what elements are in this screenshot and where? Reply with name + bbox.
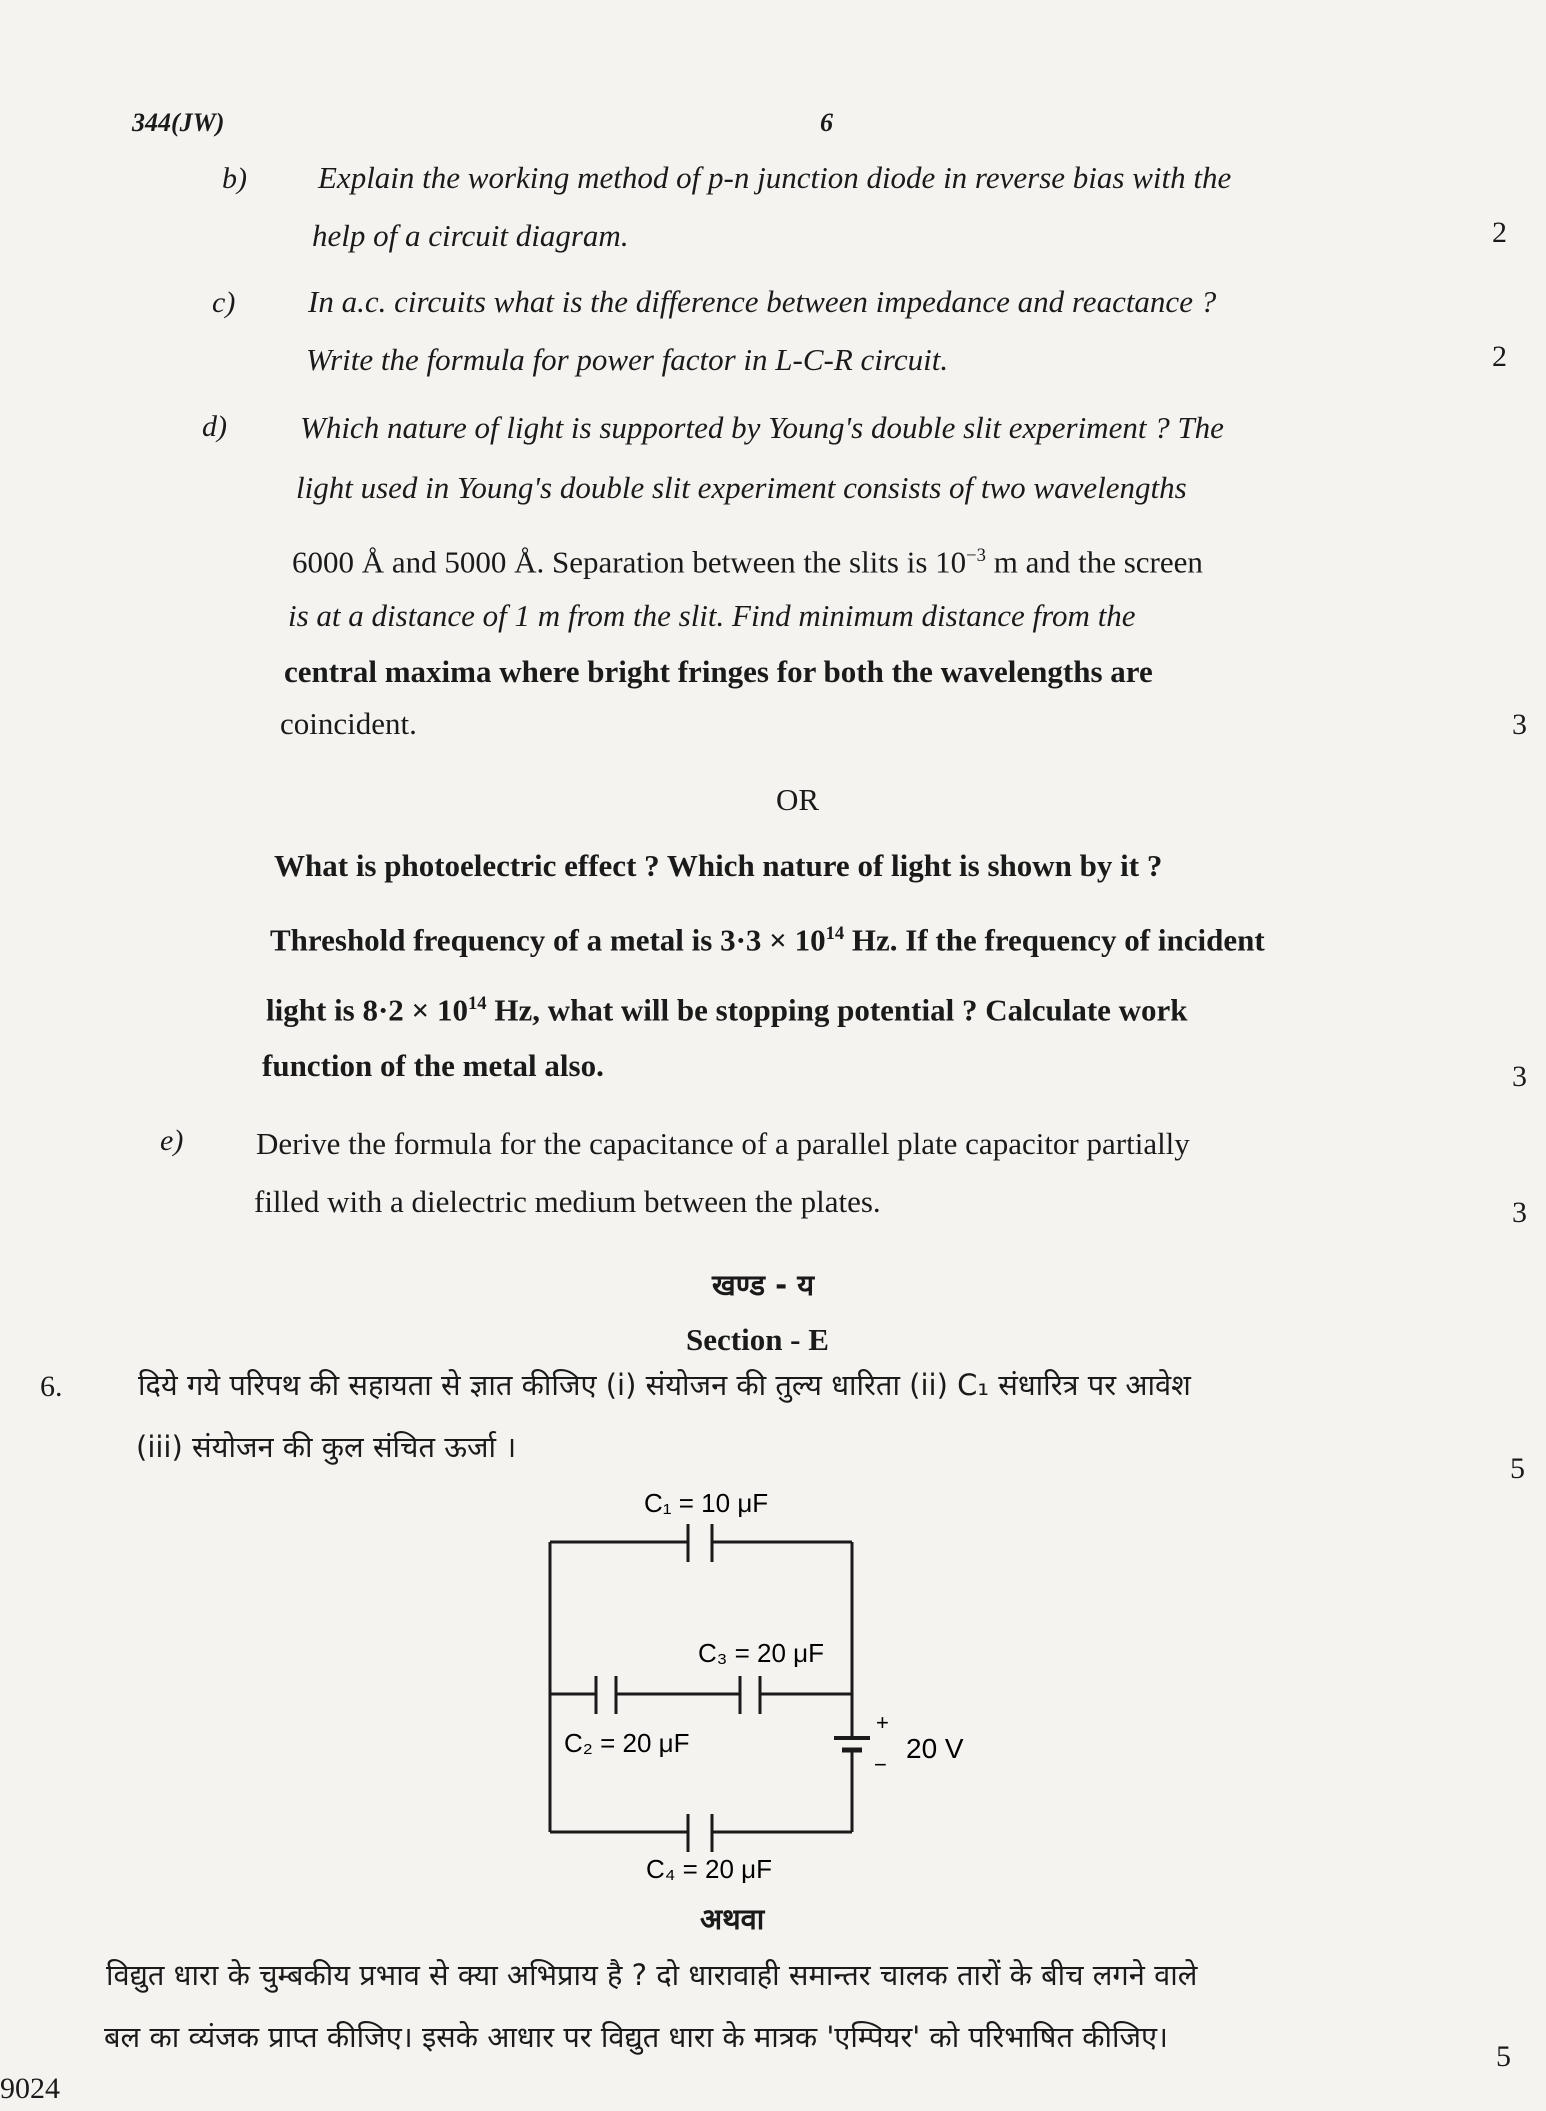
c4-label: C₄ = 20 μF	[646, 1854, 773, 1884]
question-6-marks: 5	[1510, 1452, 1525, 1485]
paper-code: 344(JW)	[132, 108, 225, 137]
q6-or-line2: बल का व्यंजक प्राप्त कीजिए। इसके आधार पर विद्युत धारा के मात्रक 'एम्पियर' को परिभाषित कीजिए।	[104, 2020, 1169, 2054]
footer-code: 9024	[0, 2072, 60, 2105]
question-e-line1: Derive the formula for the capacitance of a parallel plate capacitor partially	[256, 1126, 1190, 1161]
section-title-hindi: खण्ड - य	[712, 1268, 815, 1302]
c1-label: C₁ = 10 μF	[644, 1488, 769, 1518]
question-b-label: b)	[222, 162, 247, 195]
section-title-english: Section - E	[686, 1322, 829, 1357]
question-d-line1: Which nature of light is supported by Young's double slit experiment ? The	[300, 410, 1224, 445]
question-e-line2: filled with a dielectric medium between the plates.	[254, 1184, 881, 1219]
question-d-line6: coincident.	[280, 706, 417, 741]
question-d-label: d)	[202, 410, 227, 443]
question-e-marks: 3	[1512, 1196, 1527, 1229]
battery-label: 20 V	[906, 1733, 964, 1764]
c3-label: C₃ = 20 μF	[698, 1638, 825, 1668]
question-6-number: 6.	[40, 1370, 63, 1403]
question-d-or-marks: 3	[1512, 1060, 1527, 1093]
question-c-label: c)	[212, 286, 236, 319]
question-c-marks: 2	[1492, 340, 1507, 373]
question-6-line2: (iii) संयोजन की कुल संचित ऊर्जा ।	[136, 1430, 517, 1464]
question-d-line4: is at a distance of 1 m from the slit. Find minimum distance from the	[288, 598, 1136, 633]
question-d-line3: 6000 Å and 5000 Å. Separation between the slits is $10^{-3}$ m and the screen	[292, 544, 1203, 580]
question-d-line2: light used in Young's double slit experiment consists of two wavelengths	[296, 470, 1187, 505]
or-label: OR	[776, 782, 820, 817]
question-d-line5: central maxima where bright fringes for both the wavelengths are	[284, 654, 1153, 689]
battery-minus: −	[874, 1752, 887, 1777]
question-b-line2: help of a circuit diagram.	[312, 218, 629, 253]
q6-or-marks: 5	[1496, 2040, 1511, 2073]
question-b-marks: 2	[1492, 216, 1507, 249]
page-number: 6	[820, 108, 833, 137]
question-d-or-line3: light is $8\cdot 2 \times 10^{14}$ Hz, what will be stopping potential ? Calculate work	[266, 992, 1188, 1028]
question-6-line1: दिये गये परिपथ की सहायता से ज्ञात कीजिए (i) संयोजन की तुल्य धारिता (ii) C₁ संधारित्र पर आवेश	[138, 1368, 1191, 1402]
question-d-or-line2: Threshold frequency of a metal is $3\cdot 3 \times 10^{14}$ Hz. If the frequency of incident	[270, 922, 1265, 958]
question-e-label: e)	[160, 1124, 184, 1157]
question-d-marks: 3	[1512, 708, 1527, 741]
battery-plus: +	[876, 1710, 889, 1735]
question-b-line1: Explain the working method of p-n junction diode in reverse bias with the	[318, 160, 1232, 195]
circuit-diagram	[520, 1470, 1020, 1890]
question-d-or-line1: What is photoelectric effect ? Which nature of light is shown by it ?	[274, 848, 1163, 883]
q6-or-label: अथवा	[700, 1902, 765, 1936]
q6-or-line1: विद्युत धारा के चुम्बकीय प्रभाव से क्या अभिप्राय है ? दो धारावाही समान्तर चालक तारों के बीच लगने वाले	[106, 1958, 1198, 1992]
question-c-line2: Write the formula for power factor in L-C-R circuit.	[306, 342, 949, 377]
c2-label: C₂ = 20 μF	[564, 1728, 690, 1758]
question-d-or-line4: function of the metal also.	[262, 1048, 604, 1083]
question-c-line1: In a.c. circuits what is the difference between impedance and reactance ?	[308, 284, 1217, 319]
